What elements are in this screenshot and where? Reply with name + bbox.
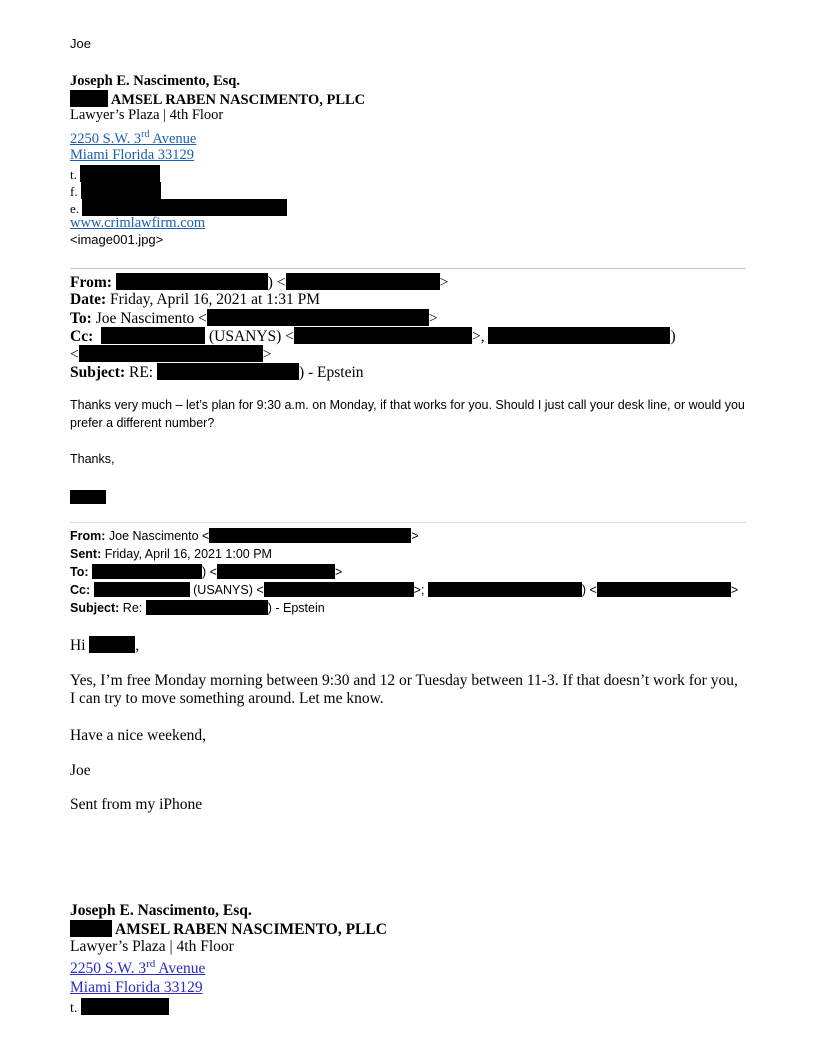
email1-body: Thanks very much – let’s plan for 9:30 a.m. on Monday, if that works for you. Should I just call your desk line, or would you prefer a different number?: [70, 398, 745, 430]
email2-to-label: To:: [70, 565, 89, 579]
email2-cc-end: >: [730, 583, 739, 597]
redaction: [70, 920, 112, 937]
redaction: [209, 528, 411, 543]
email2-cc-mid2: ) <: [581, 583, 597, 597]
email2-from-label: From:: [70, 529, 106, 543]
sig2-street-sup: rd: [146, 958, 156, 970]
sig1-website-link[interactable]: www.crimlawfirm.com: [70, 215, 206, 231]
email1-subject-label: Subject:: [70, 364, 126, 381]
email1-to-value: Joe Nascimento <: [95, 310, 207, 327]
redaction: [70, 490, 106, 504]
sig1-phone-line: [70, 165, 160, 183]
redaction: [94, 582, 190, 597]
email1-from-mid: ) <: [267, 274, 286, 291]
divider: [70, 268, 746, 269]
sig2-street-pre: 2250 S.W. 3: [70, 960, 147, 978]
sig2-phone-line: [70, 998, 169, 1017]
email1-cc-end: ): [670, 328, 676, 345]
email1-date-value: Friday, April 16, 2021 at 1:31 PM: [110, 291, 321, 308]
redaction: [157, 363, 299, 380]
email1-cc-label: Cc:: [70, 328, 94, 345]
redaction: [81, 998, 169, 1015]
email2-to-mid: ) <: [202, 565, 217, 579]
email2-sent-label: Sent:: [70, 547, 102, 561]
email1-subject: [70, 363, 364, 382]
redaction: [286, 273, 440, 290]
email2-greeting: [70, 636, 139, 655]
email1-date: [70, 291, 320, 309]
divider: [70, 522, 746, 523]
sig1-street-sup: rd: [141, 129, 150, 140]
sig2-t-label: t.: [70, 1001, 78, 1016]
email1-from: [70, 273, 448, 292]
email1-subject-pre: RE:: [128, 364, 154, 381]
sig2-city-link[interactable]: Miami Florida 33129: [70, 979, 203, 996]
sig1-name: Joseph E. Nascimento, Esq.: [70, 73, 240, 89]
email2-subject-label: Subject:: [70, 601, 120, 615]
email1-cc-line2: [70, 345, 272, 364]
sig1-street-post: Avenue: [149, 130, 197, 147]
redaction: [294, 327, 472, 344]
sig1-plaza: Lawyer’s Plaza | 4th Floor: [70, 107, 224, 123]
email2-signoff: Joe: [70, 762, 91, 779]
email2-to: [70, 563, 342, 581]
sig1-firm: AMSEL RABEN NASCIMENTO, PLLC: [110, 92, 366, 108]
sig1-f-label: f.: [70, 184, 78, 199]
email2-closing: Have a nice weekend,: [70, 727, 206, 744]
email2-cc: [70, 581, 738, 599]
email2-cc-label: Cc:: [70, 583, 91, 597]
email2-cc-sep: >;: [413, 583, 425, 597]
redaction: [101, 327, 205, 344]
email1-to: [70, 309, 438, 328]
email1-cc-mid: (USANYS) <: [209, 328, 294, 345]
sig1-street-pre: 2250 S.W. 3: [70, 130, 142, 147]
email1-cc-sep: >,: [471, 328, 485, 345]
email1-closing: Thanks,: [70, 452, 115, 466]
email2-sent-value: Friday, April 16, 2021 1:00 PM: [104, 547, 272, 561]
sig1-street-link[interactable]: [70, 126, 196, 148]
email2-greeting-end: ,: [135, 637, 140, 654]
redaction: [116, 273, 268, 290]
sig1-city-link[interactable]: Miami Florida 33129: [70, 147, 195, 163]
redaction: [80, 165, 160, 182]
email2-subject-pre: Re:: [122, 601, 143, 615]
email1-from-label: From:: [70, 274, 112, 291]
email2-from-value: Joe Nascimento <: [108, 529, 210, 543]
redaction: [70, 90, 108, 107]
email1-signature-redaction: [70, 488, 106, 506]
redaction: [488, 327, 670, 344]
email1-cc-line2-start: <: [70, 346, 79, 363]
redaction: [81, 182, 161, 199]
email2-sent: [70, 545, 272, 563]
sig2-firm-line: [70, 920, 387, 939]
sig2-firm: AMSEL RABEN NASCIMENTO, PLLC: [115, 921, 387, 938]
sig1-e-label: e.: [70, 201, 80, 216]
email2-body: Yes, I’m free Monday morning between 9:30 and 12 or Tuesday between 11-3. If that doesn’t work for you, I can try to move something around. Let me know.: [70, 672, 738, 707]
redaction: [264, 582, 414, 597]
email1-cc: [70, 327, 676, 346]
email1-to-end: >: [428, 310, 438, 327]
redaction: [207, 309, 429, 326]
redaction: [217, 564, 335, 579]
email1-from-end: >: [439, 274, 449, 291]
email1-cc-line2-end: >: [262, 346, 272, 363]
sig2-name: Joseph E. Nascimento, Esq.: [70, 902, 252, 919]
redaction: [146, 600, 268, 615]
email1-to-label: To:: [70, 310, 92, 327]
email1-subject-post: ) - Epstein: [298, 364, 364, 381]
email2-sent-from: Sent from my iPhone: [70, 796, 203, 813]
redaction: [428, 582, 582, 597]
redaction: [597, 582, 731, 597]
email2-subject-post: ) - Epstein: [267, 601, 325, 615]
email2-from-end: >: [411, 529, 419, 543]
email1-date-label: Date:: [70, 291, 107, 308]
sig1-t-label: t.: [70, 167, 77, 182]
email2-to-end: >: [334, 565, 343, 579]
email2-cc-mid: (USANYS) <: [193, 583, 264, 597]
email2-greeting-word: Hi: [70, 637, 86, 654]
sig1-image-placeholder: <image001.jpg>: [70, 232, 164, 247]
redaction: [79, 345, 263, 362]
sig2-street-post: Avenue: [155, 960, 206, 978]
redaction: [82, 199, 287, 216]
top-signoff: Joe: [70, 36, 91, 51]
email2-from: [70, 527, 419, 545]
redaction: [92, 564, 202, 579]
sig2-street-link[interactable]: [70, 958, 205, 978]
email2-subject: [70, 599, 325, 617]
sig2-plaza: Lawyer’s Plaza | 4th Floor: [70, 938, 234, 955]
sig1-fax-line: [70, 182, 161, 200]
redaction: [89, 636, 135, 653]
